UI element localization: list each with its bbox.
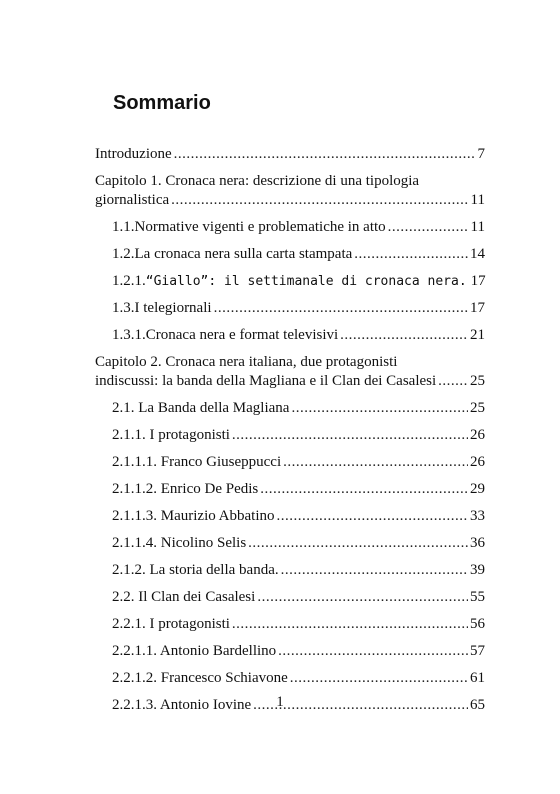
toc-entry-label: 2.1.1.3. Maurizio Abbatino — [112, 508, 275, 524]
toc-entry-label: 2.1.2. La storia della banda. — [112, 562, 279, 578]
toc-entry-page: 14 — [470, 246, 485, 262]
toc-entry-number: 1.1. — [112, 219, 135, 235]
toc-entry-2-1-1-4[interactable] — [95, 534, 485, 553]
toc-entry-label-line1: Capitolo 1. Cronaca nera: descrizione di una tipologia — [95, 173, 420, 189]
toc-entry-page: 39 — [470, 562, 485, 578]
dot-leader — [276, 507, 468, 526]
dot-leader — [438, 372, 468, 391]
dot-leader — [278, 642, 468, 661]
toc-entry-2-2[interactable] — [95, 588, 485, 607]
dot-leader — [260, 480, 468, 499]
toc-entry-number: 1.3.1. — [112, 327, 146, 343]
toc-entry-page: 26 — [470, 454, 485, 470]
toc-entry-2-1-1-2[interactable] — [95, 480, 485, 499]
toc-entry-2-2-1[interactable] — [95, 615, 485, 634]
toc-entry-label: 2.2.1. I protagonisti — [112, 616, 230, 632]
toc-entry-page: 11 — [470, 192, 485, 208]
dot-leader — [388, 218, 469, 237]
toc-entry-2-1-1-1[interactable] — [95, 453, 485, 472]
toc-entry-2-1[interactable] — [95, 399, 485, 418]
toc-entry-1-3[interactable] — [95, 299, 485, 318]
toc-entry-label: Cronaca nera e format televisivi — [145, 327, 339, 343]
dot-leader — [214, 299, 468, 318]
toc-entry-page: 33 — [470, 508, 485, 524]
toc-entry-page: 7 — [477, 146, 485, 162]
toc-entry-2-1-2[interactable] — [95, 561, 485, 580]
dot-leader — [283, 453, 468, 472]
dot-leader — [290, 669, 468, 688]
toc-entry-capitolo-2[interactable] — [95, 353, 485, 391]
toc-entry-label: Normative vigenti e problematiche in atto — [134, 219, 386, 235]
dot-leader — [171, 191, 468, 210]
toc-entry-number: 1.2. — [112, 246, 135, 262]
toc-entry-2-1-1-3[interactable] — [95, 507, 485, 526]
toc-entry-1-2-1[interactable] — [95, 272, 485, 291]
toc-entry-page: 29 — [470, 481, 485, 497]
dot-leader — [232, 615, 468, 634]
toc-entry-label: I telegiornali — [134, 300, 212, 316]
toc-entry-2-2-1-1[interactable] — [95, 642, 485, 661]
toc-entry-label: 2.2. Il Clan dei Casalesi — [112, 589, 256, 605]
toc-entry-1-3-1[interactable] — [95, 326, 485, 345]
dot-leader — [354, 245, 468, 264]
toc-entry-page: 36 — [470, 535, 485, 551]
dot-leader — [248, 534, 468, 553]
toc-entry-page: 56 — [470, 616, 485, 632]
toc-entry-label: indiscussi: la banda della Magliana e il Clan dei Casalesi — [95, 373, 437, 389]
toc-entry-label: 2.2.1.1. Antonio Bardellino — [112, 643, 277, 659]
toc-entry-label: 2.2.1.2. Francesco Schiavone — [112, 670, 288, 686]
toc-entry-page: 25 — [470, 373, 485, 389]
toc-entry-label-line1: Capitolo 2. Cronaca nera italiana, due protagonisti — [95, 354, 398, 370]
toc-entry-page: 21 — [470, 327, 485, 343]
toc-entry-page: 65 — [470, 697, 485, 713]
toc-entry-label: 2.1.1.1. Franco Giuseppucci — [112, 454, 282, 470]
table-of-contents — [95, 145, 485, 723]
toc-entry-label: 2.1. La Banda della Magliana — [112, 400, 290, 416]
page-number: 1 — [276, 694, 284, 710]
toc-entry-page: 17 — [470, 300, 485, 316]
dot-leader — [257, 588, 468, 607]
toc-entry-2-1-1[interactable] — [95, 426, 485, 445]
toc-entry-page: 61 — [470, 670, 485, 686]
page-title: Sommario — [113, 92, 211, 114]
dot-leader — [281, 561, 468, 580]
toc-entry-page: 55 — [470, 589, 485, 605]
dot-leader — [340, 326, 468, 345]
toc-entry-page: 26 — [470, 427, 485, 443]
toc-entry-label: Introduzione — [95, 146, 172, 162]
dot-leader — [174, 145, 476, 164]
toc-entry-number: 1.3. — [112, 300, 135, 316]
toc-entry-page: 57 — [470, 643, 485, 659]
dot-leader — [232, 426, 468, 445]
toc-entry-1-1[interactable] — [95, 218, 485, 237]
toc-entry-label: 2.1.1.4. Nicolino Selis — [112, 535, 247, 551]
toc-entry-1-2[interactable] — [95, 245, 485, 264]
toc-entry-number: 1.2.1. — [112, 273, 146, 289]
toc-entry-label: giornalistica — [95, 192, 170, 208]
toc-entry-page: 17 — [470, 273, 486, 289]
toc-entry-page: 11 — [470, 219, 485, 235]
toc-entry-label: “Giallo”: il settimanale di cronaca nera. — [145, 274, 467, 289]
toc-entry-introduzione[interactable] — [95, 145, 485, 164]
toc-entry-capitolo-1[interactable] — [95, 172, 485, 210]
toc-entry-2-2-1-2[interactable] — [95, 669, 485, 688]
toc-entry-label: 2.1.1.2. Enrico De Pedis — [112, 481, 259, 497]
toc-entry-page: 25 — [470, 400, 485, 416]
toc-entry-label: 2.2.1.3. Antonio Iovine — [112, 697, 252, 713]
dot-leader — [291, 399, 468, 418]
toc-entry-label: 2.1.1. I protagonisti — [112, 427, 230, 443]
toc-entry-label: La cronaca nera sulla carta stampata — [134, 246, 353, 262]
